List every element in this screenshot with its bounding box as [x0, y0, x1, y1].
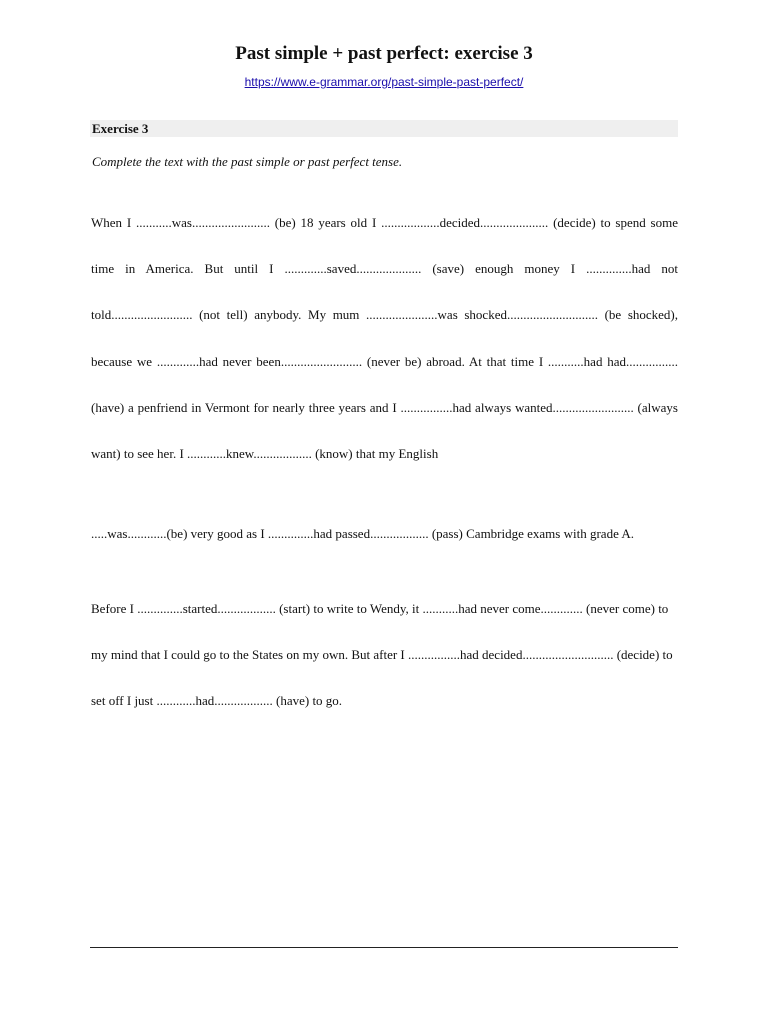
exercise-header: Exercise 3 — [90, 120, 678, 137]
footer-divider — [90, 947, 678, 948]
exercise-paragraph: Before I ..............started.................. (start) to write to Wendy, it ...........had never come............. (never come) to my mind that I could go to the States on my own. But after I ................had decided............................ (decide) to set off I just ............had.................. (have) to go. — [91, 601, 673, 709]
page-title: Past simple + past perfect: exercise 3 — [235, 43, 533, 64]
exercise-paragraph: .....was............(be) very good as I ..............had passed.................. (pass) Cambridge exams with grade A. — [91, 526, 635, 541]
exercise-instruction: Complete the text with the past simple or past perfect tense. — [92, 154, 403, 169]
source-link[interactable]: https://www.e-grammar.org/past-simple-past-perfect/ — [244, 75, 524, 89]
exercise-paragraph: When I ...........was........................ (be) 18 years old I ..................decided..................... (decide) to spend some time in America. But until I .............saved.................... (save) enough money I ..............had not told......................... (not tell) anybody. My mum ......................was shocked............................ (be shocked), because we .............had never been......................... (never be) abroad. At that time I ...........had had................ (have) a penfriend in Vermont for nearly three years and I ................had always wanted......................... (always want) to see her. I ............knew.................. (know) that my English — [91, 215, 678, 462]
